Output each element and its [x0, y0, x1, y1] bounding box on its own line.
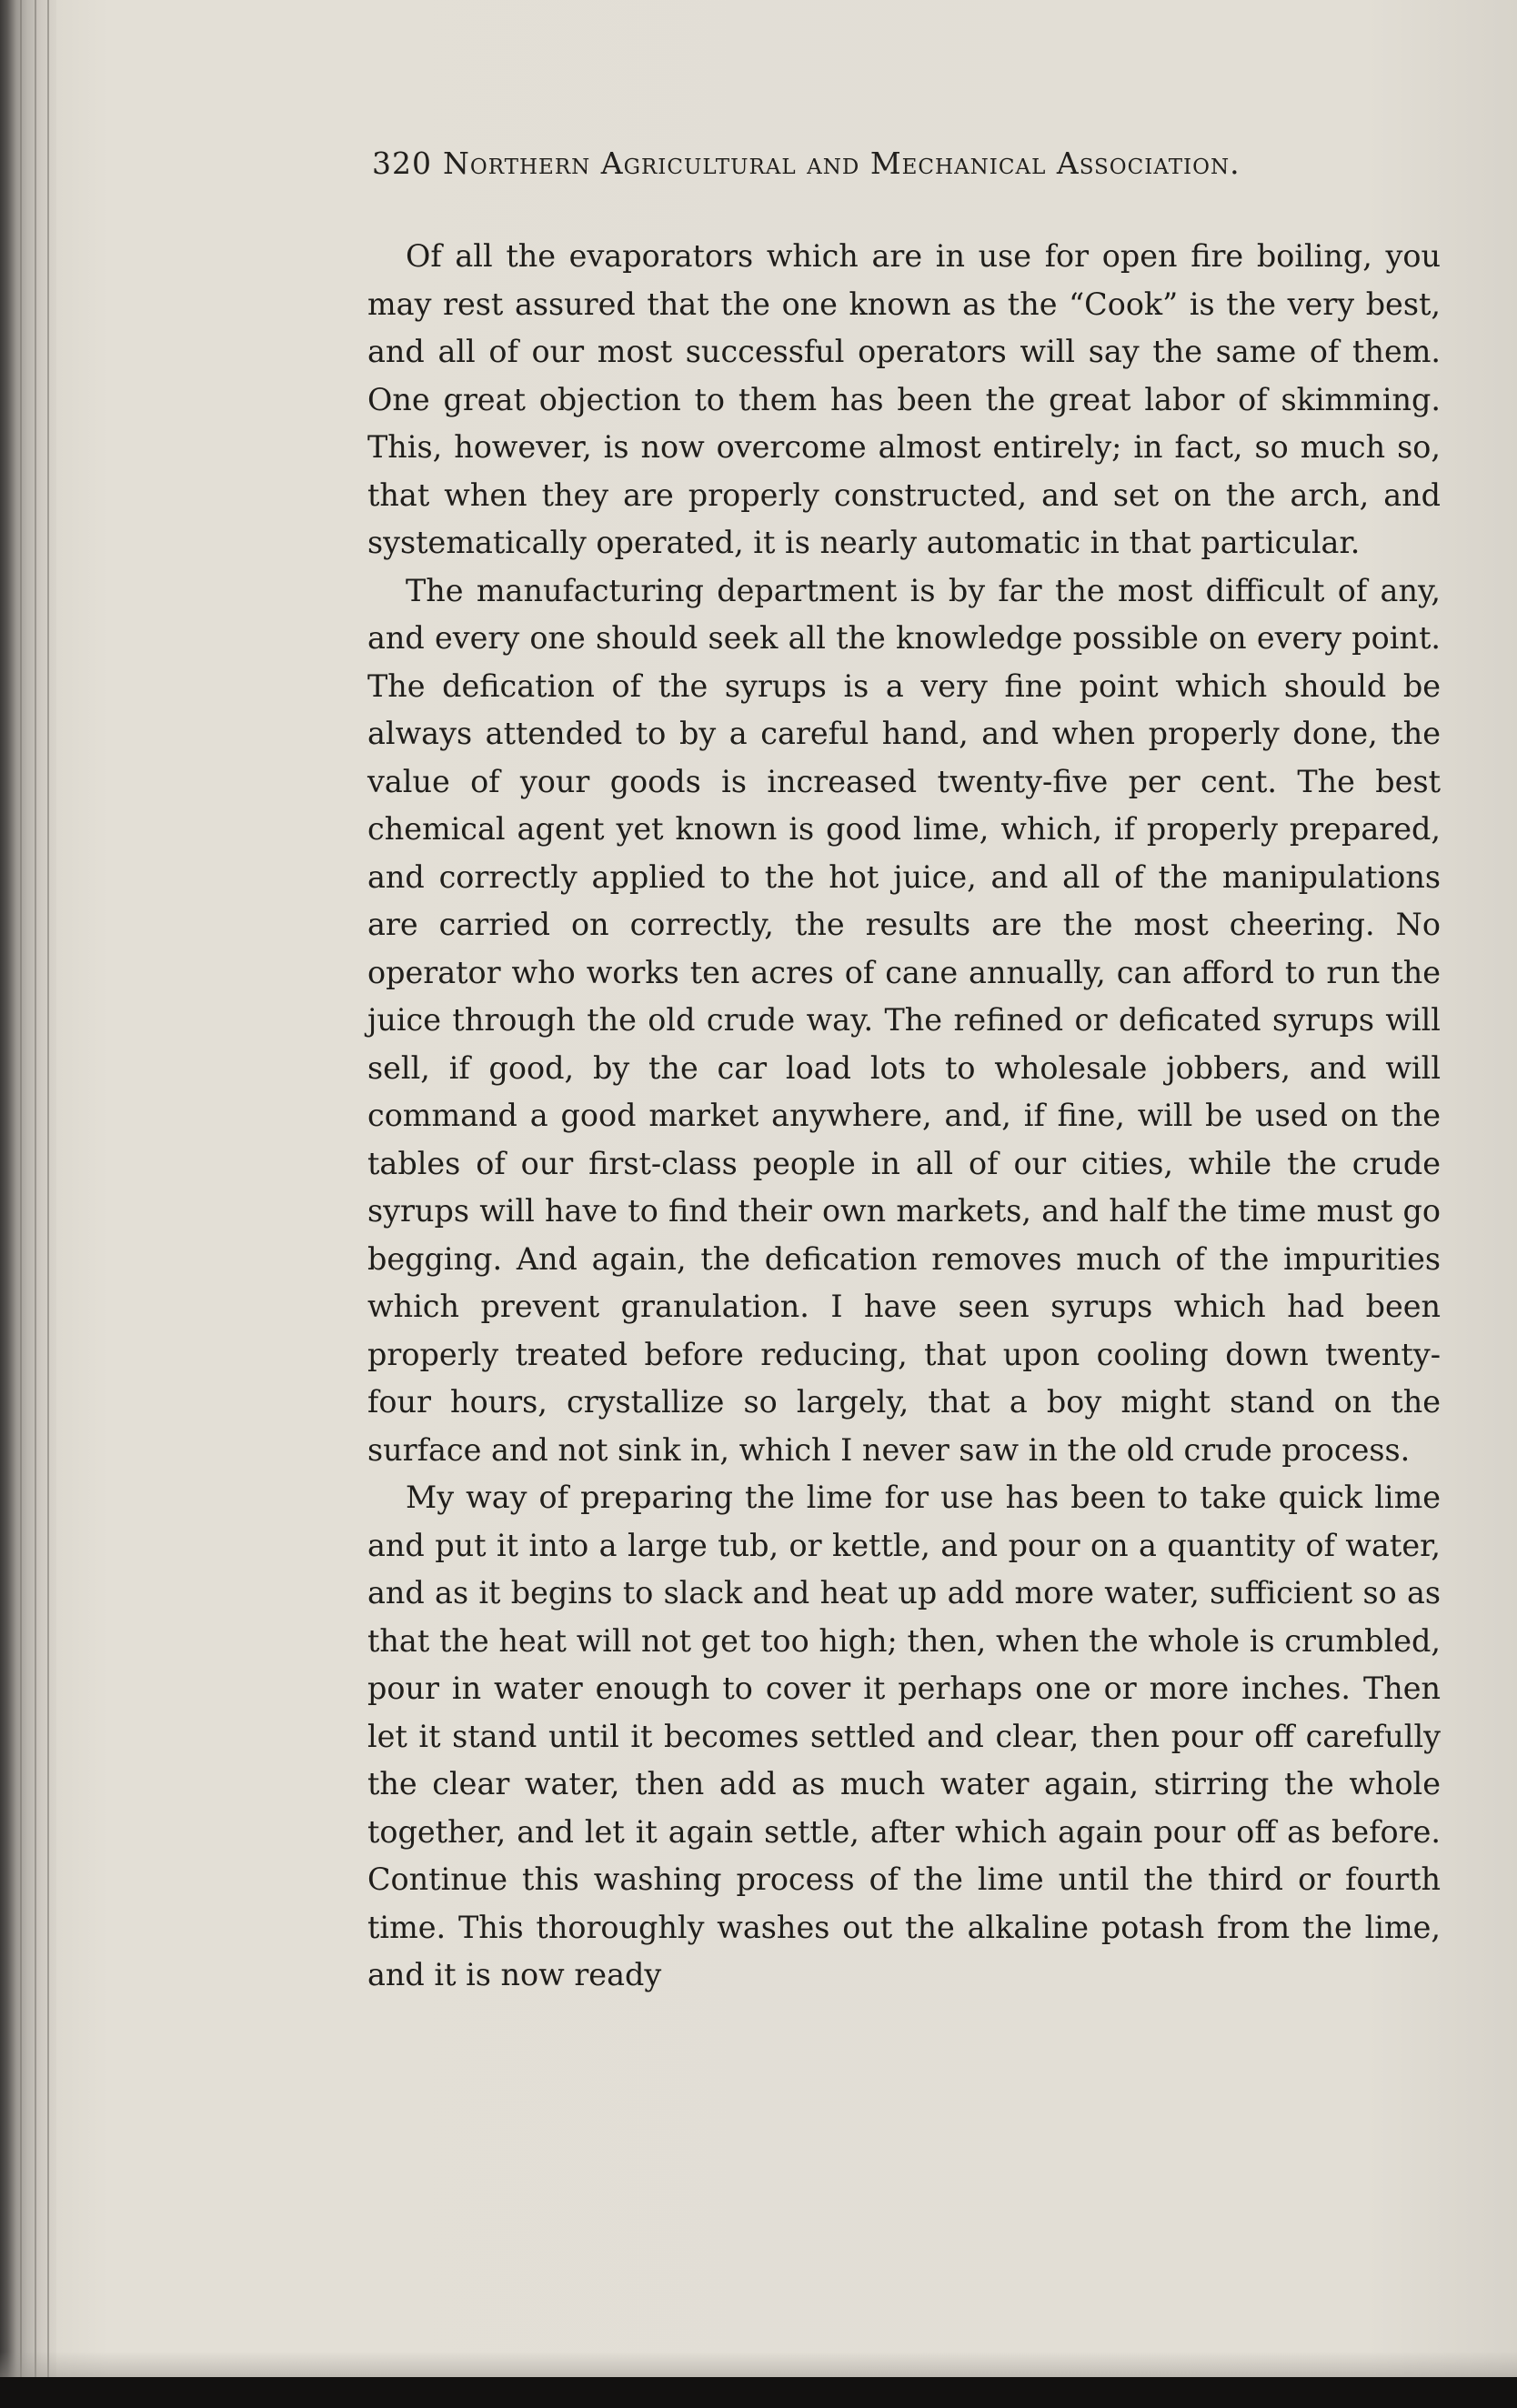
gutter-line [47, 0, 49, 2383]
running-head-title: Northern Agricultural and Mechanical Association. [443, 145, 1241, 181]
paragraph: My way of preparing the lime for use has been to take quick lime and put it into a large tub, or kettle, and pour on a quantity of water, and as it begins to slack and heat up add more water, sufficient so as that the heat will not get too high; then, when the whole is crumbled, pour in water enough to cover it perhaps one or more inches. Then let it stand until it becomes settled and clear, then pour off carefully the clear water, then add as much water again, stirring the whole together, and let it again settle, after which again pour off as before. Continue this washing process of the lime until the third or fourth time. This thoroughly washes out the alkaline potash from the lime, and it is now ready [367, 1480, 1441, 1992]
gutter-line [20, 0, 22, 2383]
gutter-line [35, 0, 36, 2383]
running-head [372, 145, 1413, 181]
scan-bottom-edge [0, 2377, 1517, 2408]
page-bottom-shadow [0, 2352, 1517, 2377]
page-number: 320 [372, 145, 432, 181]
paragraph: Of all the evaporators which are in use for open fire boiling, you may rest assured that the one known as the “Cook” is the very best, and all of our most successful operators will say the same of them. One great objection to them has been the great labor of skimming. This, however, is now overcome almost entirely; in fact, so much so, that when they are properly constructed, and set on the arch, and systematically operated, it is nearly automatic in that particular. [367, 238, 1441, 560]
paragraph: The manufacturing department is by far the most difficult of any, and every one should seek all the knowledge possible on every point. The defication of the syrups is a very fine point which should be always attended to by a careful hand, and when properly done, the value of your goods is increased twenty-five per cent. The best chemical agent yet known is good lime, which, if properly prepared, and correctly applied to the hot juice, and all of the manipulations are carried on correctly, the results are the most cheering. No operator who works ten acres of cane annually, can afford to run the juice through the old crude way. The refined or deficated syrups will sell, if good, by the car load lots to wholesale jobbers, and will command a good market anywhere, and, if fine, will be used on the tables of our first-class people in all of our cities, while the crude syrups will have to find their own markets, and half the time must go begging. And again, the defication removes much of the impurities which prevent granulation. I have seen syrups which had been properly treated before reducing, that upon cooling down twenty-four hours, crystallize so largely, that a boy might stand on the surface and not sink in, which I never saw in the old crude process. [367, 572, 1441, 1468]
body-text [367, 233, 1441, 2000]
